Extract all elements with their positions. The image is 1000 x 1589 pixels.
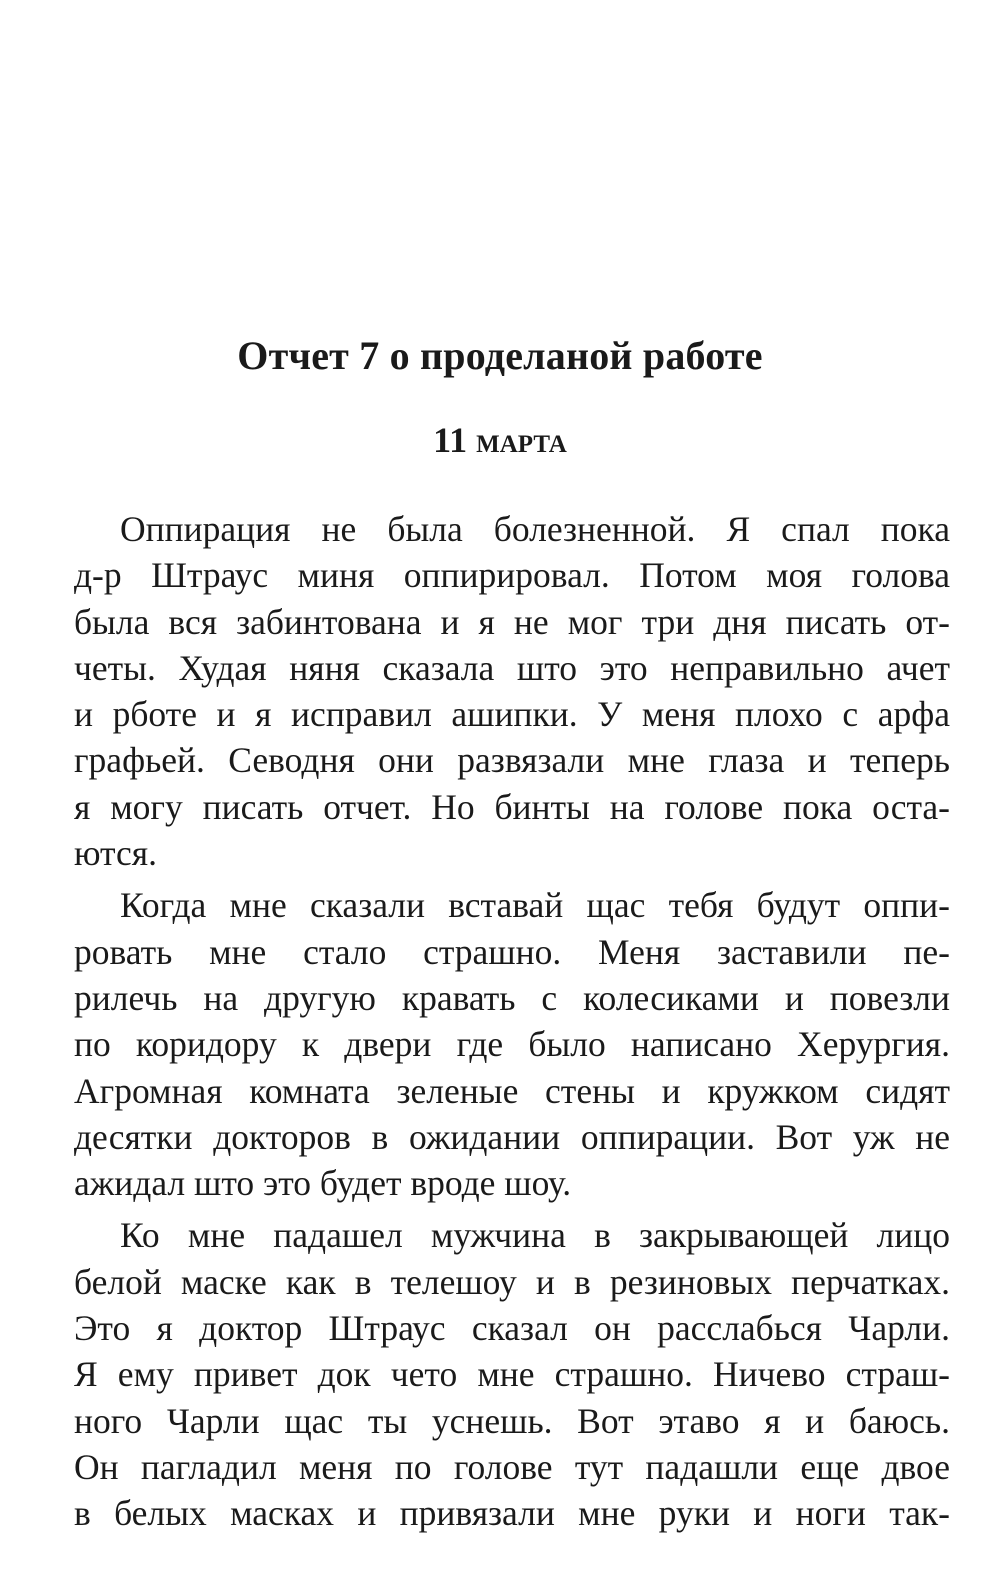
text-line: и рботе и я исправил ашипки. У меня плохо с арфа (74, 694, 950, 735)
text-line: Я ему привет док чето мне страшно. Ничево страш- (74, 1354, 950, 1395)
text-line: белой маске как в телешоу и в резиновых перчатках. (74, 1261, 950, 1302)
text-line: рилечь на другую кравать с колесиками и повезли (74, 977, 950, 1018)
text-line: д-р Штраус миня оппирировал. Потом моя голова (74, 555, 950, 596)
text-line: была вся забинтована и я не мог три дня писать от- (74, 601, 950, 642)
body-text (74, 506, 950, 1537)
text-line: Ко мне падашел мужчина в закрывающей лицо (120, 1215, 950, 1256)
text-line: Это я доктор Штраус сказал он расслабься Чарли. (74, 1308, 950, 1349)
page-title: Отчет 7 о проделаной работе (237, 333, 763, 378)
text-line: Он пагладил меня по голове тут падашли еще двое (74, 1446, 950, 1487)
text-line: я могу писать отчет. Но бинты на голове пока оста- (74, 786, 950, 827)
text-line: ажидал што это будет вроде шоу. (74, 1163, 572, 1204)
text-line: Агромная комната зеленые стены и кружком сидят (74, 1070, 950, 1111)
paragraph (74, 1212, 950, 1536)
text-line: графьей. Севодня они развязали мне глаза и теперь (74, 740, 950, 781)
paragraph (74, 506, 950, 876)
text-line: десятки докторов в ожидании оппирации. Вот уж не (74, 1116, 950, 1157)
text-line: по коридору к двери где было написано Херургия. (74, 1024, 950, 1065)
text-line: в белых масках и привязали мне руки и ноги так- (74, 1493, 950, 1534)
text-line: ного Чарли щас ты уснешь. Вот этаво я и баюсь. (74, 1400, 950, 1441)
text-line: ются. (74, 833, 157, 874)
entry-date: 11 марта (433, 420, 567, 460)
text-line: Когда мне сказали вставай щас тебя будут оппи- (120, 885, 950, 926)
paragraph (74, 882, 950, 1206)
text-line: четы. Худая няня сказала што это неправильно ачет (74, 647, 950, 688)
text-line: ровать мне стало страшно. Меня заставили пе- (74, 931, 950, 972)
text-line: Оппирация не была болезненной. Я спал пока (120, 509, 950, 549)
